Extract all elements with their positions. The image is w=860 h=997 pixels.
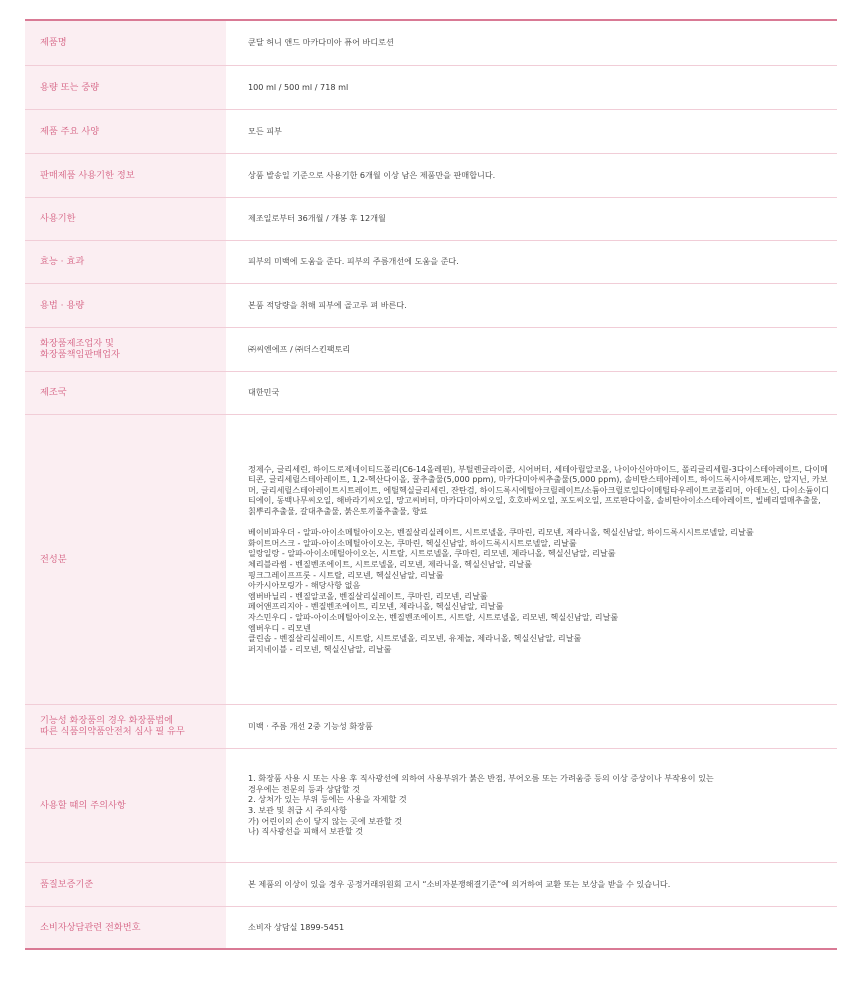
row-value-expiry: 제조일로부터 36개월 / 개봉 후 12개월	[226, 197, 837, 240]
table-row	[25, 748, 837, 862]
row-value-country: 대한민국	[226, 371, 837, 414]
row-label-functional-review: 기능성 화장품의 경우 화장품법에 따른 식품의약품안전처 심사 필 유무	[25, 704, 226, 748]
row-value-precautions: 1. 화장품 사용 시 또는 사용 후 직사광선에 의하여 사용부위가 붉은 반점, 부어오름 또는 가려움증 등의 이상 증상이나 부작용이 있는 경우에는 전문의 등과 상담할 것 2. 상처가 있는 부위 등에는 사용을 자제할 것 3. 보관 및 취급 시 주의사항 가) 어린이의 손이 닿지 않는 곳에 보관할 것 나) 직사광선을 피해서 보관할 것	[226, 748, 837, 862]
row-label-spec: 제품 주요 사양	[25, 109, 226, 153]
product-info-table-wrapper	[25, 19, 837, 950]
table-row	[25, 197, 837, 240]
table-row	[25, 20, 837, 65]
table-row	[25, 414, 837, 704]
row-label-efficacy: 효능 · 효과	[25, 240, 226, 283]
row-label-ingredients: 전성분	[25, 414, 226, 704]
row-label-expiry: 사용기한	[25, 197, 226, 240]
row-value-capacity: 100 ml / 500 ml / 718 ml	[226, 65, 837, 109]
row-label-precautions: 사용할 때의 주의사항	[25, 748, 226, 862]
table-row	[25, 65, 837, 109]
table-row	[25, 109, 837, 153]
row-label-consumer-phone: 소비자상담관련 전화번호	[25, 906, 226, 949]
table-row	[25, 283, 837, 327]
row-label-manufacturer: 화장품제조업자 및 화장품책임판매업자	[25, 327, 226, 371]
table-row	[25, 371, 837, 414]
row-label-product-name: 제품명	[25, 20, 226, 65]
row-value-functional-review: 미백 · 주름 개선 2중 기능성 화장품	[226, 704, 837, 748]
table-row	[25, 862, 837, 906]
table-row	[25, 153, 837, 197]
row-label-sale-expiry-info: 판매제품 사용기한 정보	[25, 153, 226, 197]
table-row	[25, 906, 837, 949]
row-label-country: 제조국	[25, 371, 226, 414]
row-value-efficacy: 피부의 미백에 도움을 준다. 피부의 주름개선에 도움을 준다.	[226, 240, 837, 283]
table-row	[25, 327, 837, 371]
row-value-ingredients: 정제수, 글리세린, 하이드로제네이티드폴리(C6-14올레핀), 부틸렌글라이콜, 시어버터, 세테아릴알코올, 나이아신아마이드, 폴리글리세릴-3다이스테아레이트, 다이메티콘, 글리세릴스테아레이트, 1,2-헥산다이올, 꿀추출물(5,000 ppm), 마카다미아씨추출물(5,000 ppm), 솔비탄스테아레이트, 하이드록시아세토페논, 알지닌, 카보머, 글리세릴스테아레이트시트레이트, 에틸헥실글리세린, 잔탄검, 하이드록시에틸아크릴레이트/소듐아크릴로일다이메틸타우레이트코폴리머, 아데노신, 다이소듐이디티에이, 동백나무씨오일, 해바라기씨오일, 망고씨버터, 마카다미아씨오일, 호호바씨오일, 포도씨오일, 프로판다이올, 솔비탄아이소스테아레이트, 빌베리열매추출물, 칡뿌리추출물, 갈대추출물, 붉은토끼풀추출물, 향료 베이비파우더 - 알파-아이소메틸아이오논, 벤질살리실레이트, 시트로넬올, 쿠마린, 리모넨, 제라니올, 헥실신남알, 하이드록시시트로넬알, 리날룰 화이트머스크 - 알파-아이소메틸아이오논, 쿠마린, 헥실신남알, 하이드록시시트로넬알, 리날룰 일랑일랑 - 알파-아이소메틸아이오논, 시트랄, 시트로넬올, 쿠마린, 리모넨, 제라니올, 헥실신남알, 리날룰 체리블라썸 - 벤질벤조에이트, 시트로넬올, 리모넨, 제라니올, 헥실신남알, 리날룰 핑크그레이프프룻 - 시트랄, 리모넨, 헥실신남알, 리날룰 아카시아모링가 - 해당사항 없음 엠버바닐리 - 벤질알코올, 벤질살리실레이트, 쿠마린, 리모넨, 리날룰 페어앤프리지아 - 벤질벤조에이트, 리모넨, 제라니올, 헥실신남알, 리날룰 자스민우디 - 알파-아이소메틸아이오논, 벤질벤조에이트, 시트랄, 시트로넬올, 리모넨, 헥실신남알, 리날룰 엠버우디 - 리모넨 클린솝 - 벤질살리실레이트, 시트랄, 시트로넬올, 리모넨, 유제놀, 제라니올, 헥실신남알, 리날룰 퍼지네이블 - 리모넨, 헥실신남알, 리날룰	[226, 414, 837, 704]
row-value-product-name: 쿤달 허니 앤드 마카다미아 퓨어 바디로션	[226, 20, 837, 65]
table-row	[25, 240, 837, 283]
row-label-usage: 용법 · 용량	[25, 283, 226, 327]
row-value-spec: 모든 피부	[226, 109, 837, 153]
row-value-manufacturer: ㈜씨엔에프 / ㈜더스킨팩토리	[226, 327, 837, 371]
row-label-capacity: 용량 또는 중량	[25, 65, 226, 109]
row-value-consumer-phone: 소비자 상담실 1899-5451	[226, 906, 837, 949]
row-value-usage: 본품 적당량을 취해 피부에 골고루 펴 바른다.	[226, 283, 837, 327]
product-info-table	[25, 19, 837, 950]
row-value-sale-expiry-info: 상품 발송일 기준으로 사용기한 6개월 이상 남은 제품만을 판매합니다.	[226, 153, 837, 197]
table-row	[25, 704, 837, 748]
row-label-quality-assurance: 품질보증기준	[25, 862, 226, 906]
row-value-quality-assurance: 본 제품의 이상이 있을 경우 공정거래위원회 고시 “소비자분쟁해결기준”에 의거하여 교환 또는 보상을 받을 수 있습니다.	[226, 862, 837, 906]
